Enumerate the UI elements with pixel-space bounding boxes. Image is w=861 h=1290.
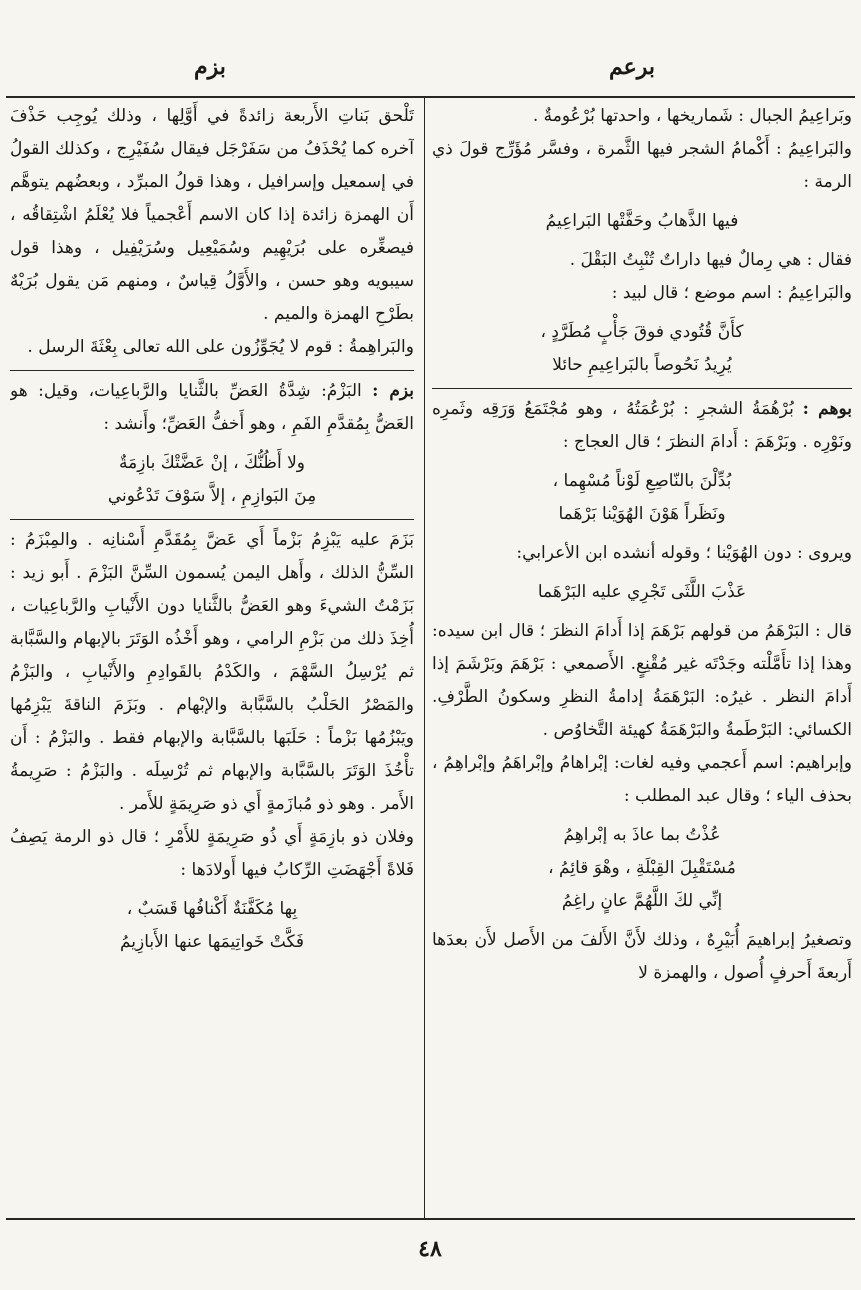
verse-line: يُرِيدُ نَحُوصاً بالبَراعِيمِ حائلا [552,355,732,375]
bottom-rule [6,1218,855,1220]
dictionary-entry [10,375,414,441]
paragraph: قال : البَرْهَمُ من قولهم بَرْهَمَ إذا أَدامَ النظرَ ؛ قال ابن سيده: وهذا إذا تأَمَّلْته وجَدْتَه غير مُقْنِعٍ. الأَصمعي : بَرْهَمَ وبَرْشَمَ إذا أَدامَ النظر . غيرُه: البَرْهَمَةُ إدامةُ النظرِ وسكونُ الطَّرْفِ. الكسائي: البَرْطَمةُ والبَرْهَمَةُ كهيئة التَّخاوُص . [432,621,852,740]
verse-line: مُسْتَقْبِلَ القِبْلَةِ ، وهْوَ قائِمُ ، [548,858,736,878]
paragraph: بَزَمَ عليه يَبْزِمُ بَزْماً أَي عَضَّ بِمُقَدَّمِ أَسْنانِه . والمِبْزَمُ : السِّنُّ الذلك ، وأَهل اليمن يُسمون السِّنَّ البَزْمَ . أَبو زيد : بَزَمْتُ الشيءَ وهو العَضُّ بالثَّنايا دون الأَنْيابِ والرَّباعِيات ، أُخِذَ ذلك من بَزْمِ الرامي ، وهو أَخْذُه الوَتَرَ بالإبهام والسَّبَّابة ثم يُرْسِلُ السَّهْمَ ، والكَدْمُ بالقَوادِمِ والأَنْيابِ ، والبَزْمُ والمَصْرُ الحَلْبُ بالسَّبَّابة والإبْهام . وبَزَمَ الناقةَ يَبْزِمُها ويَبْزُمُها بَزْماً : حَلَبَها بالسَّبَّابة والإبهام فقط . والبَزْمُ : أَن تأْخُذَ الوَتَرَ بالسَّبَّابة والإبهام ثم تُرْسِلَه . والبَزْمُ : صَرِيمةُ الأَمر . وهو ذو مُبازَمةٍ أَي ذو صَرِيمَةٍ للأَمر . [10,530,414,814]
verse-line: فيها الذَّهابُ وحَفَّتْها البَراعِيمُ [545,211,739,231]
verse-block [10,893,414,959]
entry-headword: بوهم : [802,399,852,419]
column-divider [424,96,425,1220]
paragraph: والبَراعِيمُ : أَكْمامُ الشجر فيها الثَّمرة ، وفسَّر مُؤَرِّج قولَ ذي الرمة : [432,139,852,192]
verse-block [432,465,852,531]
verse-line: بُدِّلْنَ بالنّاصِعِ لَوْناً مُسْهِما ، [552,471,732,491]
verse-block [432,316,852,382]
header-word-left: بزم [194,54,226,80]
paragraph: ويروى : دون الهُوَيْنا ؛ وقوله أنشده ابن الأعرابي: [516,543,852,563]
entry-separator [432,388,852,389]
right-column [432,100,852,1212]
paragraph: وبَراعِيمُ الجبال : شَماريخها ، واحدتها بُرْعُومةٌ . [532,106,852,126]
verse-block [432,205,852,238]
paragraph: فقال : هي رِمالٌ فيها داراتٌ تُنْبِتُ البَقْلَ . [569,250,852,270]
paragraph: والبَراعِيمُ : اسم موضع ؛ قال لبيد : [611,283,852,303]
verse-line: ولا أَظُنُّكَ ، إنْ عَضَّتْكَ بازِمَةٌ [118,453,305,473]
top-rule [6,96,855,98]
dictionary-entry [432,393,852,459]
page-number: ٤٨ [418,1236,442,1262]
verse-block [432,576,852,609]
paragraph: وتصغيرُ إبراهيمَ أُبَيْرِهٌ ، وذلك لأَنَّ الأَلفَ من الأَصل لأَن بعدَها أَربعةَ أَحرفٍ أُصول ، والهمزة لا [432,930,852,983]
paragraph: والبَراهِمةُ : قوم لا يُجَوِّزُون على الله تعالى بِعْثَةَ الرسل . [27,337,414,357]
verse-line: بِها مُكَفَّنَةٌ أَكْنافُها قَسَبٌ ، [126,899,298,919]
entry-text: البَزْمُ: شِدَّةُ العَضِّ بالثَّنايا والرَّباعِيات، وقيل: هو العَضُّ بِمُقدَّمِ الفَمِ ، وهو أَخفُّ العَضِّ؛ وأَنشد : [10,381,414,434]
verse-block [10,447,414,513]
paragraph: وفلان ذو بازِمَةٍ أَي ذُو صَرِيمَةٍ للأَمْرِ ؛ قال ذو الرمة يَصِفُ فَلاةً أَجْهَضَتِ الرِّكابُ فيها أَولادَها : [10,827,414,880]
paragraph: وإبراهيم: اسم أَعجمي وفيه لغات: إبْراهامُ وإبْراهَمُ وإبْراهِمُ ، بحذف الياء ؛ وقال عبد المطلب : [432,753,852,806]
verse-block [432,819,852,918]
verse-line: مِنَ البَوازِمِ ، إلاَّ سَوْفَ تَدْعُوني [107,486,317,506]
entry-text: بُرْهُمَةُ الشجرِ : بُرْعُمَتُهُ ، وهو مُجْتَمَعُ وَرَقِه وثَمرِه ونَوْرِه . وبَرْهَمَ : أَدامَ النظرَ ؛ قال العجاج : [432,399,852,452]
verse-line: إنِّي لكَ اللَّهُمَّ عانٍ راغِمُ [561,891,723,911]
verse-line: عَذْبَ اللَّثَى تَجْرِي عليه البَرْهَما [537,582,747,602]
verse-line: عُذْتُ بما عاذَ به إبْراهِمُ [563,825,721,845]
verse-line: فَكَّتْ خَواتِيمَها عنها الأَبازِيمُ [119,932,304,952]
paragraph: تَلْحق بَناتِ الأَربعة زائدةً في أَوَّلِها ، وذلك يُوجِب حَذْفَ آخره كما يُحْذَفُ من سَفَرْجَل فيقال سُفَيْرِج ، وكذلك القولُ في إسمعيل وإسرافيل ، وهذا قولُ المبرِّد ، وبعضُهم يتوهَّم أَن الهمزة زائدة إذا كان الاسم أَعْجمياً فلا يُعْلَمُ اشْتِقاقُه ، فيصغِّره على بُرَيْهِيم وسُمَيْعِيل وسُرَيْفِيل ، وهذا قول سيبويه وهو حسن ، والأَوَّلُ قِياسٌ ، ومنهم مَن يقول بُرَيْهٌ بطَرْحِ الهمزة والميم . [10,106,414,324]
header-word-right: برعم [608,54,656,80]
left-column [10,100,414,1212]
entry-headword: بزم : [372,381,414,401]
verse-line: ونَظَراً هَوْنَ الهُوَيْنا بَرْهَما [558,504,726,524]
entry-separator [10,370,414,371]
entry-separator [10,519,414,520]
verse-line: كأَنَّ قُتُودي فوقَ جَأْبٍ مُطَرَّدٍ ، [540,322,744,342]
